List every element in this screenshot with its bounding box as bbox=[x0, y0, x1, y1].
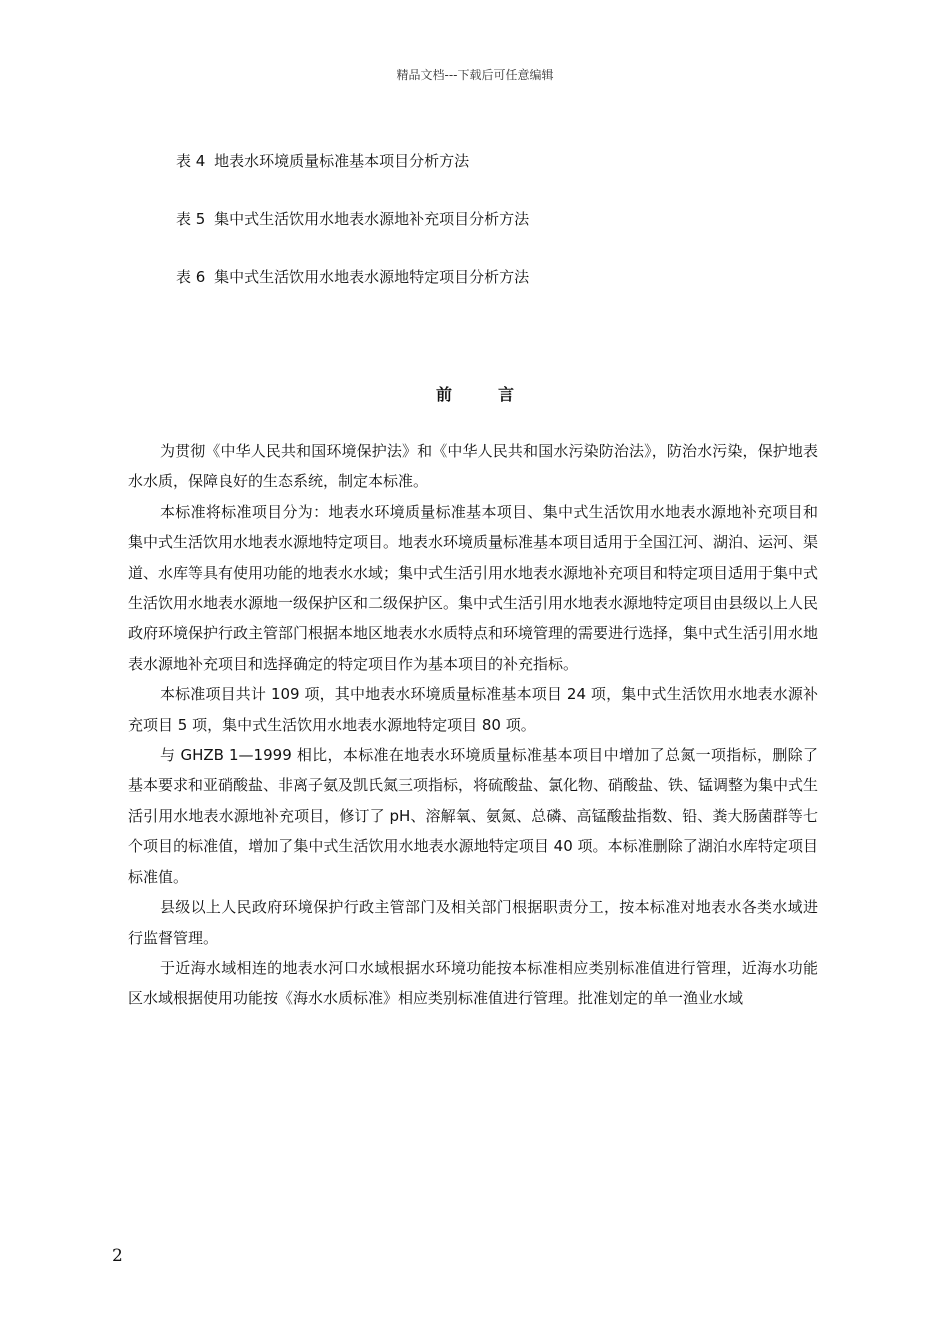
table-list bbox=[176, 150, 529, 324]
paragraph: 本标准将标准项目分为：地表水环境质量标准基本项目、集中式生活饮用水地表水源地补充项目和集中式生活饮用水地表水源地特定项目。地表水环境质量标准基本项目适用于全国江河、湖泊、运河、渠道、水库等具有使用功能的地表水水域；集中式生活引用水地表水源地补充项目和特定项目适用于集中式生活饮用水地表水源地一级保护区和二级保护区。集中式生活引用水地表水源地特定项目由县级以上人民政府环境保护行政主管部门根据本地区地表水水质特点和环境管理的需要进行选择，集中式生活引用水地表水源地补充项目和选择确定的特定项目作为基本项目的补充指标。 bbox=[128, 502, 819, 673]
toc-item-table-4 bbox=[176, 150, 529, 208]
toc-item-number: 表 5 bbox=[176, 210, 206, 228]
toc-item-number: 表 4 bbox=[176, 152, 206, 170]
toc-item-table-6 bbox=[176, 266, 529, 324]
paragraph: 与 GHZB 1—1999 相比，本标准在地表水环境质量标准基本项目中增加了总氮一项指标，删除了基本要求和亚硝酸盐、非离子氨及凯氏氮三项指标，将硫酸盐、氯化物、硝酸盐、铁、锰调整为集中式生活引用水地表水源地补充项目，修订了 pH、溶解氧、氨氮、总磷、高锰酸盐指数、铅、粪大肠菌群等七个项目的标准值，增加了集中式生活饮用水地表水源地特定项目 40 项。本标准删除了湖泊水库特定项目标准值。 bbox=[128, 746, 819, 886]
paragraph: 为贯彻《中华人民共和国环境保护法》和《中华人民共和国水污染防治法》，防治水污染，保护地表水水质，保障良好的生态系统，制定本标准。 bbox=[128, 442, 818, 491]
page-header: 精品文档---下载后可任意编辑 bbox=[396, 68, 554, 82]
paragraph: 本标准项目共计 109 项，其中地表水环境质量标准基本项目 24 项，集中式生活饮用水地表水源补充项目 5 项，集中式生活饮用水地表水源地特定项目 80 项。 bbox=[128, 685, 818, 734]
toc-item-table-5 bbox=[176, 208, 529, 266]
section-title-foreword: 前言 bbox=[435, 385, 560, 404]
page-number: 2 bbox=[112, 1246, 123, 1266]
toc-item-title: 集中式生活饮用水地表水源地特定项目分析方法 bbox=[214, 268, 530, 286]
foreword-body bbox=[128, 436, 818, 1014]
paragraph: 县级以上人民政府环境保护行政主管部门及相关部门根据职责分工，按本标准对地表水各类水域进行监督管理。 bbox=[128, 898, 818, 947]
toc-item-title: 地表水环境质量标准基本项目分析方法 bbox=[214, 152, 470, 170]
toc-item-number: 表 6 bbox=[176, 268, 206, 286]
paragraph: 于近海水域相连的地表水河口水域根据水环境功能按本标准相应类别标准值进行管理，近海水功能区水域根据使用功能按《海水水质标准》相应类别标准值进行管理。批准划定的单一渔业水域 bbox=[128, 958, 818, 1008]
toc-item-title: 集中式生活饮用水地表水源地补充项目分析方法 bbox=[214, 210, 530, 228]
